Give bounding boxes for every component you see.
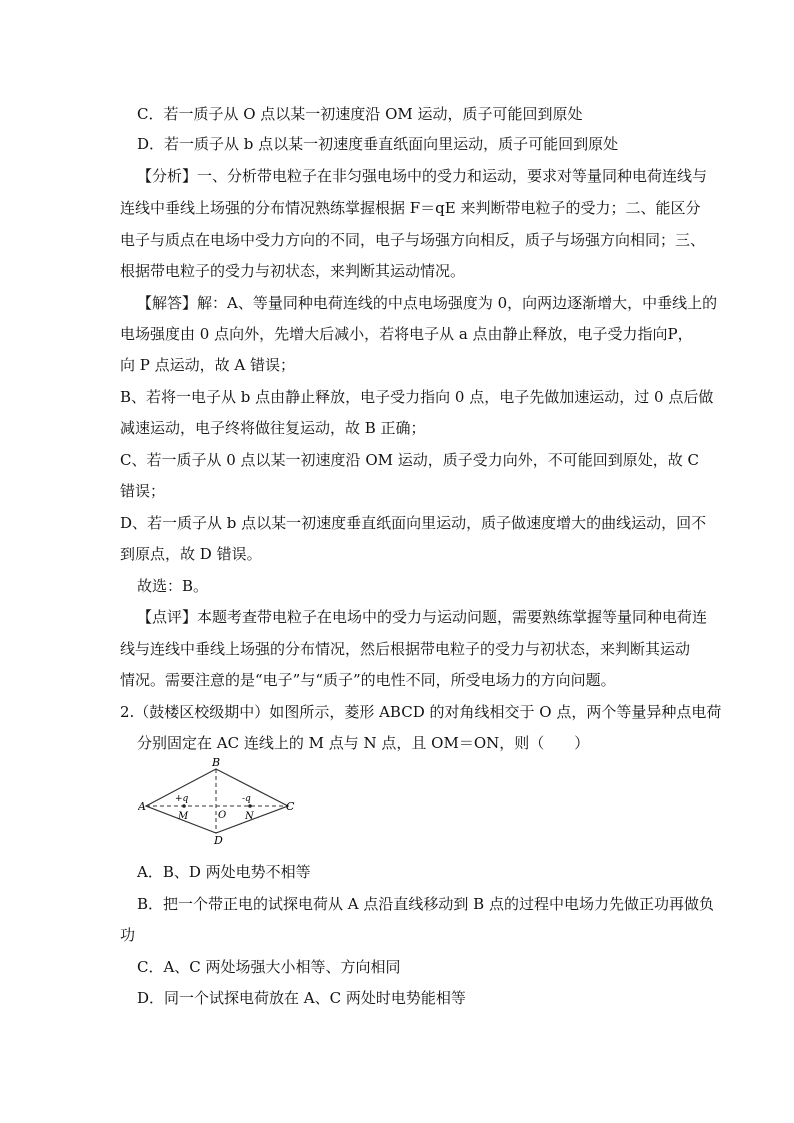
label-b: B — [212, 756, 221, 769]
answer-line-8: D、若一质子从 b 点以某一初速度垂直纸面向里运动，质子做速度增大的曲线运动，回不 — [120, 514, 707, 532]
option-c-prev: C．若一质子从 O 点以某一初速度沿 OM 运动，质子可能回到原处 — [137, 105, 583, 123]
option-b-line-1: B．把一个带正电的试探电荷从 A 点沿直线移动到 B 点的过程中电场力先做正功再做负 — [137, 895, 714, 913]
answer-line-4: B、若将一电子从 b 点由静止释放，电子受力指向 0 点，电子先做加速运动，过 0 点后做 — [120, 388, 714, 406]
charge-n — [248, 804, 252, 808]
option-a: A．B、D 两处电势不相等 — [137, 863, 311, 881]
charge-m — [182, 804, 186, 808]
option-b-line-2: 功 — [120, 926, 136, 944]
answer-line-1: 【解答】解：A、等量同种电荷连线的中点电场强度为 0，向两边逐渐增大，中垂线上的 — [137, 294, 718, 312]
analysis-line-2: 连线中垂线上场强的分布情况熟练掌握根据 F＝qE 来判断带电粒子的受力；二、能区分 — [120, 199, 701, 217]
analysis-line-1: 【分析】一、分析带电粒子在非匀强电场中的受力和运动，要求对等量同种电荷连线与 — [137, 167, 708, 185]
answer-line-7: 错误； — [120, 482, 166, 500]
label-o: O — [218, 810, 227, 821]
answer-line-9: 到原点，故 D 错误。 — [120, 545, 262, 563]
option-d-prev: D．若一质子从 b 点以某一初速度垂直纸面向里运动，质子可能回到原处 — [137, 135, 619, 153]
label-n: N — [245, 811, 254, 822]
comment-line-2: 线与连线中垂线上场强的分布情况，然后根据带电粒子的受力与初状态，来判断其运动 — [120, 640, 691, 658]
label-minus-q: -q — [242, 794, 251, 804]
analysis-line-3: 电子与质点在电场中受力方向的不同，电子与场强方向相反，质子与场强方向相同；三、 — [120, 231, 706, 249]
comment-line-1: 【点评】本题考查带电粒子在电场中的受力与运动问题，需要熟练掌握等量同种电荷连 — [137, 608, 708, 626]
answer-line-3: 向 P 点运动，故 A 错误； — [120, 356, 295, 374]
choice-line: 故选：B。 — [137, 577, 209, 595]
analysis-line-4: 根据带电粒子的受力与初状态，来判断其运动情况。 — [120, 262, 466, 280]
rhombus-shape — [146, 769, 288, 833]
answer-line-5: 减速运动，电子终将做往复运动，故 B 正确； — [120, 419, 426, 437]
question-2-line-1: 2.（鼓楼区校级期中）如图所示，菱形 ABCD 的对角线相交于 O 点，两个等量异种点电荷 — [120, 703, 722, 721]
option-c: C．A、C 两处场强大小相等、方向相同 — [137, 958, 401, 976]
label-plus-q: +q — [175, 794, 189, 804]
question-2-line-2: 分别固定在 AC 连线上的 M 点与 N 点，且 OM＝ON，则（ ） — [137, 734, 590, 752]
label-m: M — [178, 811, 189, 822]
label-a: A — [138, 800, 146, 813]
answer-line-2: 电场强度由 0 点向外，先增大后减小，若将电子从 a 点由静止释放，电子受力指向P， — [120, 325, 693, 343]
option-d: D．同一个试探电荷放在 A、C 两处时电势能相等 — [137, 989, 466, 1007]
label-d: D — [214, 834, 223, 845]
comment-line-3: 情况。需要注意的是“电子”与“质子”的电性不同，所受电场力的方向问题。 — [120, 671, 616, 689]
label-c: C — [286, 800, 295, 813]
answer-line-6: C、若一质子从 0 点以某一初速度沿 OM 运动，质子受力向外，不可能回到原处，故 C — [120, 451, 699, 469]
rhombus-figure — [138, 755, 298, 845]
